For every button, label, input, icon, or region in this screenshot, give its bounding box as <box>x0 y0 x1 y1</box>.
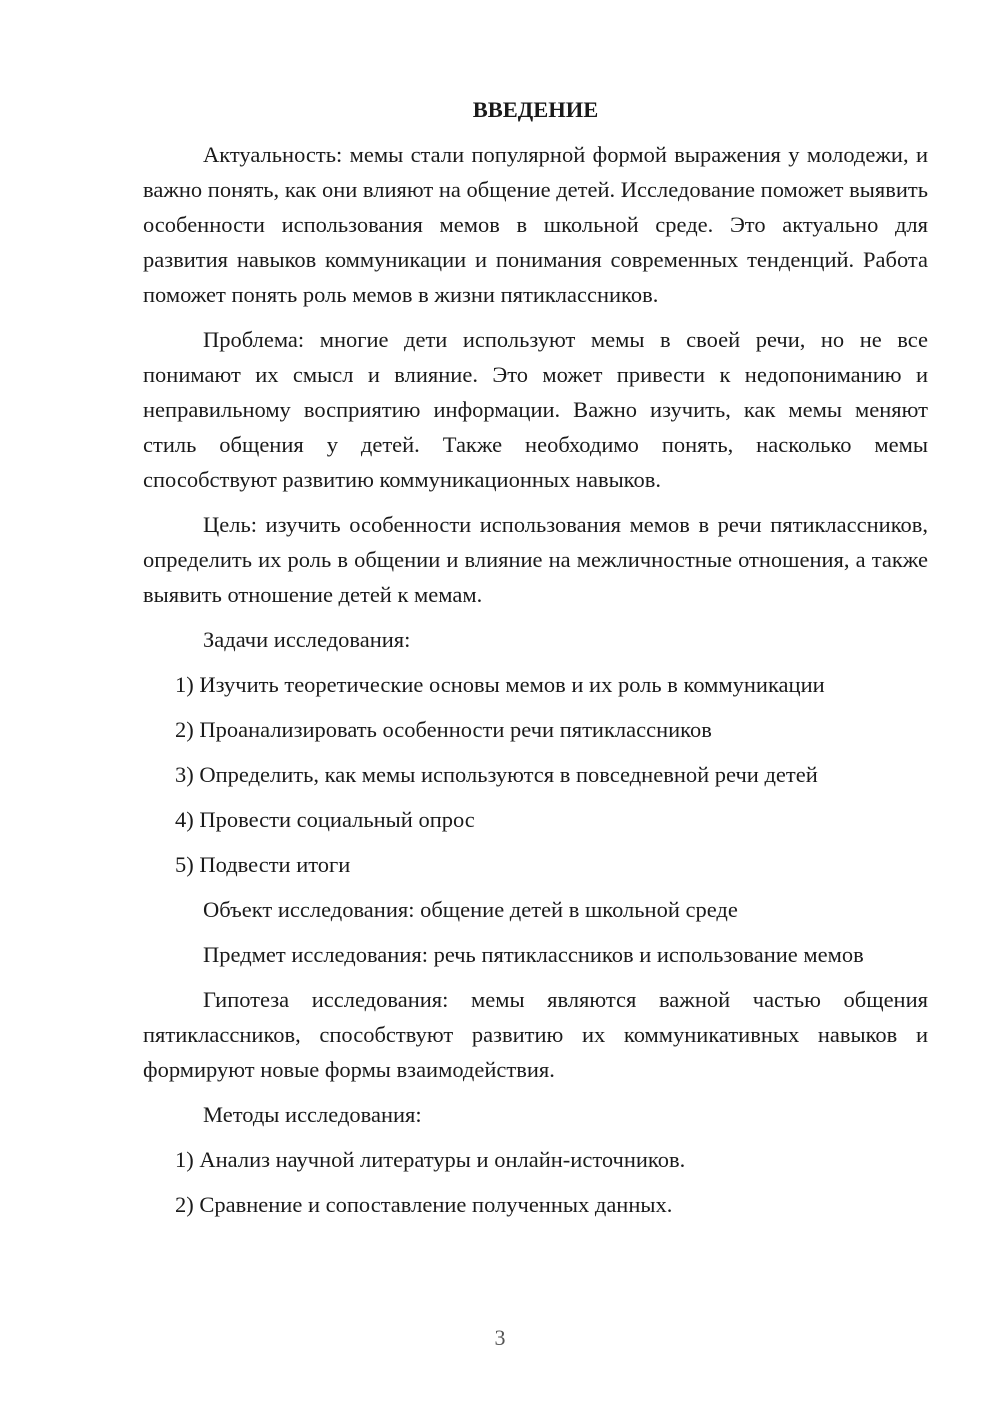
tasks-heading: Задачи исследования: <box>203 627 411 652</box>
object-line: Объект исследования: общение детей в школьной среде <box>203 897 738 922</box>
section-title: ВВЕДЕНИЕ <box>472 97 599 122</box>
relevance-paragraph: Актуальность: мемы стали популярной формой выражения у молодежи, и важно понять, как они влияют на общение детей. Исследование поможет выявить особенности использования мемов в школьной среде. Это актуально для развития навыков коммуникации и понимания современных тенденций. Работа поможет понять роль мемов в жизни пятиклассников. <box>143 142 928 307</box>
page-number: 3 <box>494 1325 506 1350</box>
method-item: 2) Сравнение и сопоставление полученных данных. <box>175 1192 673 1217</box>
task-item: 2) Проанализировать особенности речи пятиклассников <box>175 717 712 742</box>
method-item: 1) Анализ научной литературы и онлайн-источников. <box>175 1147 686 1172</box>
task-item: 3) Определить, как мемы используются в повседневной речи детей <box>175 762 818 787</box>
goal-paragraph: Цель: изучить особенности использования мемов в речи пятиклассников, определить их роль в общении и влияние на межличностные отношения, а также выявить отношение детей к мемам. <box>143 512 928 607</box>
subject-paragraph: Предмет исследования: речь пятиклассников и использование мемов <box>203 942 864 967</box>
task-item: 5) Подвести итоги <box>175 852 351 877</box>
hypothesis-paragraph: Гипотеза исследования: мемы являются важной частью общения пятиклассников, способствуют развитию их коммуникативных навыков и формируют новые формы взаимодействия. <box>143 987 928 1082</box>
task-item: 4) Провести социальный опрос <box>175 807 475 832</box>
document-page <box>143 92 928 1232</box>
problem-paragraph: Проблема: многие дети используют мемы в своей речи, но не все понимают их смысл и влияние. Это может привести к недопониманию и неправильному восприятию информации. Важно изучить, как мемы меняют стиль общения у детей. Также необходимо понять, насколько мемы способствуют развитию коммуникационных навыков. <box>143 327 928 492</box>
methods-heading: Методы исследования: <box>203 1102 422 1127</box>
task-item: 1) Изучить теоретические основы мемов и их роль в коммуникации <box>175 672 825 697</box>
